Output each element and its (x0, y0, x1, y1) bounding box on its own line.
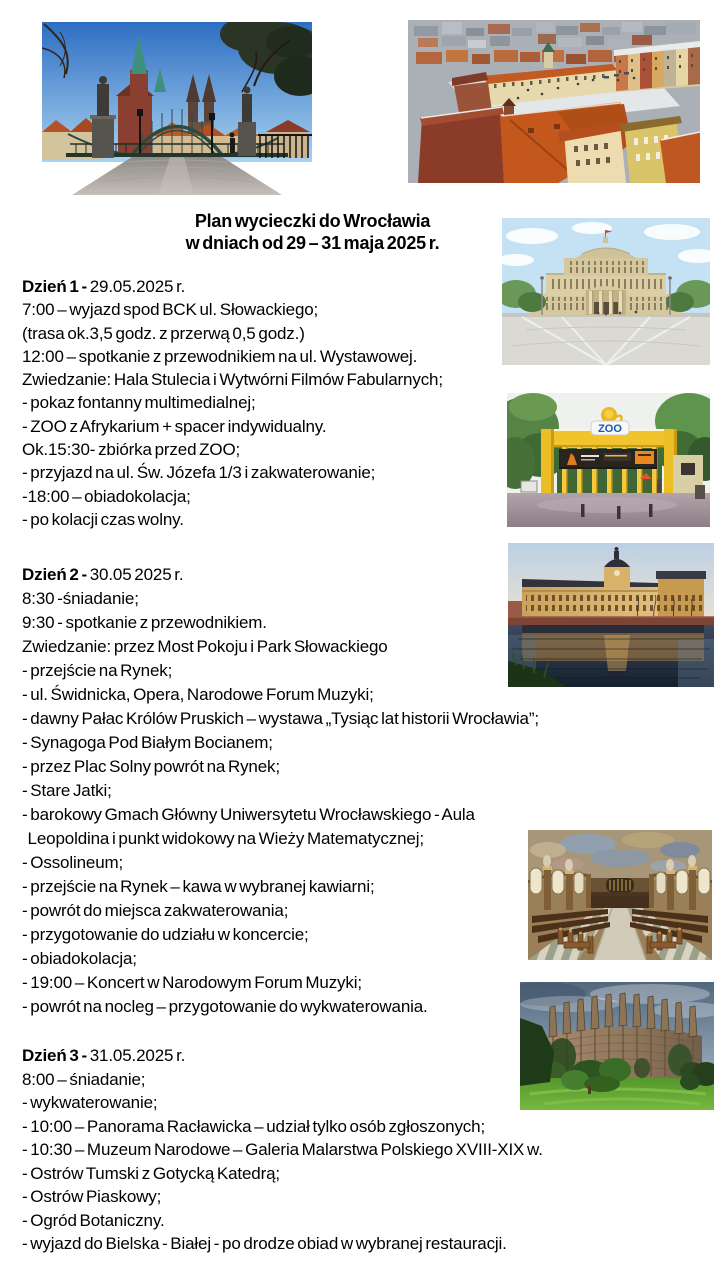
itinerary-line: - 10:30 – Muzeum Narodowe – Galeria Malarstwa Polskiego XVIII-XIX w. (22, 1140, 543, 1159)
itinerary-line: Ok.15:30- zbiórka przed ZOO; (22, 440, 241, 460)
itinerary-line: - 19:00 – Koncert w Narodowym Forum Muzyki; (22, 973, 362, 992)
itinerary-line: -18:00 – obiadokolacja; (22, 486, 191, 506)
itinerary-line: - powrót do miejsca zakwaterowania; (22, 901, 289, 920)
day-1-section (22, 275, 443, 531)
photo-market-square-aerial (408, 20, 700, 183)
itinerary-line: (trasa ok.3,5 godz. z przerwą 0,5 godz.) (22, 323, 305, 343)
itinerary-line: Zwiedzanie: przez Most Pokoju i Park Słowackiego (22, 637, 388, 656)
itinerary-line: - obiadokolacja; (22, 949, 137, 968)
itinerary-line: - przygotowanie do udziału w koncercie; (22, 925, 309, 944)
itinerary-line: 8:00 – śniadanie; (22, 1069, 146, 1089)
day-2-section (22, 563, 539, 1019)
itinerary-line: - pokaz fontanny multimedialnej; (22, 393, 256, 413)
day-3-label: Dzień 3 - (22, 1046, 90, 1065)
photo-zoo-entrance (507, 393, 710, 527)
day-2-label: Dzień 2 - (22, 565, 90, 584)
itinerary-line: - po kolacji czas wolny. (22, 509, 184, 529)
day-2-heading (22, 563, 539, 587)
itinerary-line: Zwiedzanie: Hala Stulecia i Wytwórni Filmów Fabularnych; (22, 370, 443, 390)
day-1-date: 29.05.2025 r. (89, 277, 186, 296)
day-1-heading (22, 275, 443, 298)
itinerary-line: - wykwaterowanie; (22, 1093, 158, 1112)
itinerary-line: - Ogród Botaniczny. (22, 1210, 165, 1230)
itinerary-line: - ZOO z Afrykarium + spacer indywidualny. (22, 416, 327, 436)
itinerary-line: - Stare Jatki; (22, 781, 112, 800)
trip-title-line-2: w dniach od 29 – 31 maja 2025 r. (185, 232, 440, 253)
itinerary-line: 12:00 – spotkanie z przewodnikiem na ul. Wystawowej. (22, 346, 418, 366)
itinerary-line: - barokowy Gmach Główny Uniwersytetu Wrocławskiego - Aula (22, 805, 475, 824)
day-2-lines (22, 587, 539, 1019)
day-3-lines (22, 1068, 543, 1256)
itinerary-line: - Ossolineum; (22, 853, 124, 872)
itinerary-line: - powrót na nocleg – przygotowanie do wykwaterowania. (22, 997, 428, 1016)
itinerary-line: - Ostrów Piaskowy; (22, 1187, 162, 1206)
day-3-heading (22, 1044, 543, 1068)
itinerary-line: - Synagoga Pod Białym Bocianem; (22, 733, 273, 752)
photo-raclawice-panorama-rotunda (520, 982, 714, 1110)
trip-title-line-1: Plan wycieczki do Wrocławia (194, 211, 431, 231)
photo-tumski-bridge (42, 22, 312, 195)
itinerary-line: - przyjazd na ul. Św. Józefa 1/3 i zakwaterowanie; (22, 463, 376, 483)
trip-title (20, 211, 605, 254)
day-3-date: 31.05.2025 r. (89, 1046, 186, 1065)
itinerary-line: - wyjazd do Bielska - Białej - po drodze obiad w wybranej restauracji. (22, 1234, 507, 1253)
itinerary-line: - przejście na Rynek; (22, 661, 173, 680)
itinerary-line: - przez Plac Solny powrót na Rynek; (22, 757, 280, 776)
itinerary-line: - Ostrów Tumski z Gotycką Katedrą; (22, 1163, 280, 1183)
itinerary-line: 7:00 – wyjazd spod BCK ul. Słowackiego; (22, 300, 319, 320)
itinerary-line: 8:30 -śniadanie; (22, 589, 139, 608)
itinerary-line: 9:30 - spotkanie z przewodnikiem. (22, 613, 267, 632)
day-3-section (22, 1044, 543, 1256)
itinerary-line: - dawny Pałac Królów Pruskich – wystawa „Tysiąc lat historii Wrocławia”; (22, 709, 539, 728)
photo-aula-leopoldina (528, 830, 712, 960)
day-1-lines (22, 298, 443, 531)
itinerary-line: - ul. Świdnicka, Opera, Narodowe Forum Muzyki; (22, 685, 374, 704)
itinerary-line: - 10:00 – Panorama Racławicka – udział tylko osób zgłoszonych; (22, 1116, 486, 1136)
itinerary-line: Leopoldina i punkt widokowy na Wieży Matematycznej; (22, 829, 424, 848)
zoo-sign-text: ZOO (598, 423, 622, 435)
day-2-date: 30.05 2025 r. (89, 565, 184, 584)
itinerary-line: - przejście na Rynek – kawa w wybranej kawiarni; (22, 877, 375, 896)
day-1-label: Dzień 1 - (22, 277, 90, 296)
